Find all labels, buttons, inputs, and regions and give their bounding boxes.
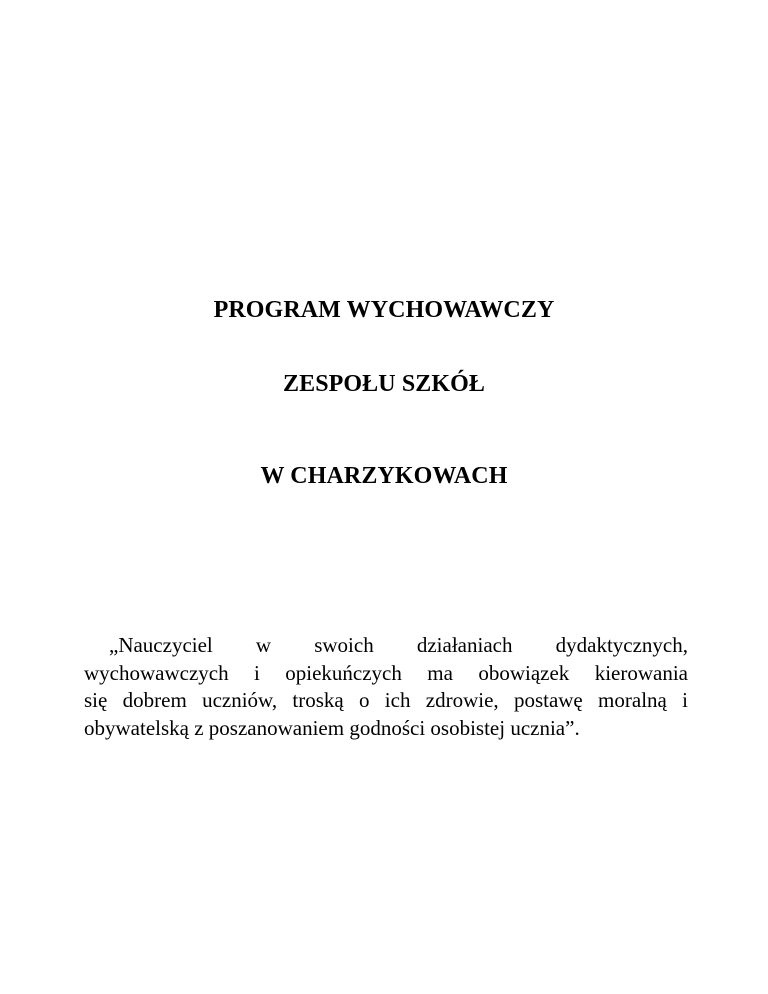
document-title-line-1: PROGRAM WYCHOWAWCZY <box>213 297 555 323</box>
document-title-line-3: W CHARZYKOWACH <box>260 463 508 489</box>
quote-line-4: obywatelską z poszanowaniem godności osobistej ucznia”. <box>84 715 580 740</box>
quote-line-3: się dobrem uczniów, troską o ich zdrowie, postawę moralną i <box>84 688 688 712</box>
document-title-line-2: ZESPOŁU SZKÓŁ <box>282 371 486 397</box>
motto-quote <box>84 632 688 742</box>
quote-line-1: „Nauczyciel w swoich działaniach dydaktycznych, <box>109 633 688 657</box>
quote-line-2: wychowawczych i opiekuńczych ma obowiązek kierowania <box>84 660 688 685</box>
